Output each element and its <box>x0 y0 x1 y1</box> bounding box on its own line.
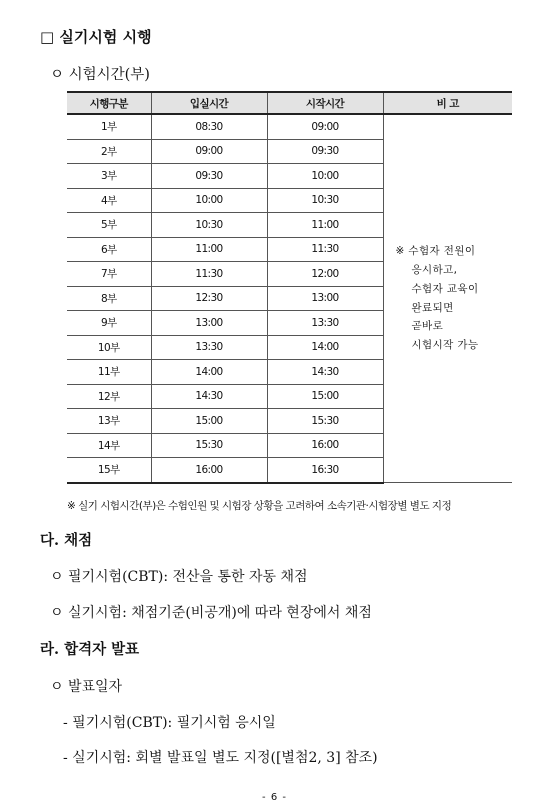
start-time-cell: 10:00 <box>267 164 383 189</box>
section-ra-subitem-1: - 필기시험(CBT): 필기시험 응시일 <box>63 715 276 731</box>
table-header-row <box>67 92 512 114</box>
section-title: □ 실기시험 시행 <box>40 28 152 46</box>
session-cell: 9부 <box>67 311 151 336</box>
remark-line: ※ 수험자 전원이 <box>395 245 476 258</box>
table-row <box>67 114 512 139</box>
header-session: 시행구분 <box>67 92 151 114</box>
session-cell: 4부 <box>67 188 151 213</box>
entry-time-cell: 13:30 <box>151 335 267 360</box>
session-cell: 11부 <box>67 360 151 385</box>
start-time-cell: 12:00 <box>267 262 383 287</box>
header-start-time: 시작시간 <box>267 92 383 114</box>
remarks-cell <box>383 114 512 483</box>
start-time-cell: 16:30 <box>267 458 383 483</box>
session-cell: 13부 <box>67 409 151 434</box>
start-time-cell: 10:30 <box>267 188 383 213</box>
session-cell: 10부 <box>67 335 151 360</box>
entry-time-cell: 14:30 <box>151 384 267 409</box>
start-time-cell: 13:30 <box>267 311 383 336</box>
entry-time-cell: 09:00 <box>151 139 267 164</box>
entry-time-cell: 11:00 <box>151 237 267 262</box>
start-time-cell: 09:30 <box>267 139 383 164</box>
table-footnote: ※ 실기 시험시간(부)은 수험인원 및 시험장 상황을 고려하여 소속기관·시험장별 별도 지정 <box>67 500 452 512</box>
start-time-cell: 13:00 <box>267 286 383 311</box>
start-time-cell: 09:00 <box>267 114 383 139</box>
session-cell: 12부 <box>67 384 151 409</box>
session-cell: 7부 <box>67 262 151 287</box>
header-entry-time: 입실시간 <box>151 92 267 114</box>
session-cell: 3부 <box>67 164 151 189</box>
entry-time-cell: 10:00 <box>151 188 267 213</box>
page-number: - 6 - <box>262 792 287 803</box>
entry-time-cell: 13:00 <box>151 311 267 336</box>
entry-time-cell: 10:30 <box>151 213 267 238</box>
session-cell: 1부 <box>67 114 151 139</box>
session-cell: 14부 <box>67 433 151 458</box>
session-cell: 6부 <box>67 237 151 262</box>
entry-time-cell: 15:00 <box>151 409 267 434</box>
start-time-cell: 14:30 <box>267 360 383 385</box>
session-cell: 15부 <box>67 458 151 483</box>
session-cell: 8부 <box>67 286 151 311</box>
section-da-item-1: ㅇ 필기시험(CBT): 전산을 통한 자동 채점 <box>50 569 308 585</box>
entry-time-cell: 16:00 <box>151 458 267 483</box>
section-ra-subitem-2: - 실기시험: 회별 발표일 별도 지정([별첨2, 3] 참조) <box>63 750 378 766</box>
entry-time-cell: 15:30 <box>151 433 267 458</box>
start-time-cell: 14:00 <box>267 335 383 360</box>
section-da-item-2: ㅇ 실기시험: 채점기준(비공개)에 따라 현장에서 채점 <box>50 605 372 621</box>
start-time-cell: 15:00 <box>267 384 383 409</box>
header-remarks: 비 고 <box>383 92 512 114</box>
entry-time-cell: 09:30 <box>151 164 267 189</box>
remark-line: 응시하고, <box>411 263 458 276</box>
entry-time-cell: 08:30 <box>151 114 267 139</box>
entry-time-cell: 12:30 <box>151 286 267 311</box>
remark-line: 완료되면 <box>411 301 454 314</box>
section-ra-heading: 라. 합격자 발표 <box>40 641 140 658</box>
section-ra-item: ㅇ 발표일자 <box>50 679 123 695</box>
exam-schedule-table <box>67 91 512 484</box>
entry-time-cell: 11:30 <box>151 262 267 287</box>
subsection-title: ㅇ 시험시간(부) <box>50 67 150 83</box>
remark-line: 곧바로 <box>411 320 444 333</box>
start-time-cell: 16:00 <box>267 433 383 458</box>
start-time-cell: 15:30 <box>267 409 383 434</box>
remark-line: 시험시작 가능 <box>411 339 479 352</box>
section-da-heading: 다. 채점 <box>40 532 93 549</box>
session-cell: 2부 <box>67 139 151 164</box>
start-time-cell: 11:00 <box>267 213 383 238</box>
session-cell: 5부 <box>67 213 151 238</box>
remark-line: 수험자 교육이 <box>411 282 479 295</box>
entry-time-cell: 14:00 <box>151 360 267 385</box>
start-time-cell: 11:30 <box>267 237 383 262</box>
